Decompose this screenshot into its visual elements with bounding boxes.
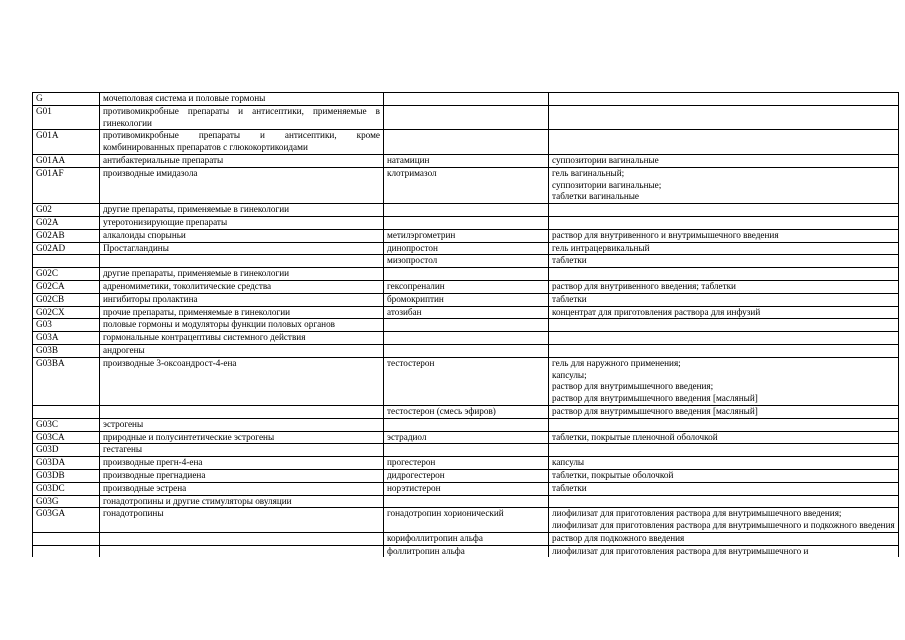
table-row (33, 418, 899, 431)
atc-code-cell (33, 532, 100, 545)
dosage-form-cell (549, 532, 899, 545)
dosage-form-cell (549, 469, 899, 482)
atc-code-cell: G01AA (33, 154, 100, 167)
dosage-form-line: таблетки вагинальные (552, 191, 640, 202)
dosage-form-cell (549, 545, 899, 557)
table-row (33, 431, 899, 444)
drug-name-cell: атозибан (384, 306, 549, 319)
anatomical-group-cell: прочие препараты, применяемые в гинекологии (100, 306, 384, 319)
dosage-form-line: таблетки (552, 482, 587, 493)
atc-code-cell: G02AD (33, 242, 100, 255)
drug-name-cell (384, 319, 549, 332)
dosage-form-cell (549, 242, 899, 255)
drug-name-cell: корифоллитропин альфа (384, 532, 549, 545)
table-row (33, 293, 899, 306)
dosage-form-line: капсулы; (552, 369, 587, 380)
dosage-form-cell (549, 319, 899, 332)
table-row (33, 482, 899, 495)
anatomical-group-cell (100, 532, 384, 545)
dosage-form-line: раствор для внутримышечного введения [масляный] (552, 405, 758, 416)
drug-table-body (33, 93, 899, 558)
table-row (33, 357, 899, 405)
table-row (33, 532, 899, 545)
drug-name-cell: динопростон (384, 242, 549, 255)
drug-name-cell: фоллитропин альфа (384, 545, 549, 557)
dosage-form-cell (549, 293, 899, 306)
atc-code-cell: G03CA (33, 431, 100, 444)
dosage-form-cell (549, 268, 899, 281)
dosage-form-cell (549, 204, 899, 217)
dosage-form-line: суппозитории вагинальные (552, 154, 659, 165)
table-row (33, 93, 899, 106)
dosage-form-cell (549, 306, 899, 319)
anatomical-group-cell: алкалоиды спорыньи (100, 229, 384, 242)
dosage-form-line: раствор для внутривенного введения; таблетки (552, 280, 736, 291)
dosage-form-cell (549, 457, 899, 470)
table-row (33, 457, 899, 470)
dosage-form-line: лиофилизат для приготовления раствора для внутримышечного и подкожного введения (552, 520, 895, 531)
anatomical-group-cell: противомикробные препараты и антисептики, кроме комбинированных препаратов с глюкокортикоидами (100, 130, 384, 155)
dosage-form-cell (549, 229, 899, 242)
atc-code-cell (33, 255, 100, 268)
dosage-form-cell (549, 508, 899, 533)
dosage-form-cell (549, 280, 899, 293)
drug-name-cell: метилэргометрин (384, 229, 549, 242)
drug-name-cell: прогестерон (384, 457, 549, 470)
anatomical-group-cell: природные и полусинтетические эстрогены (100, 431, 384, 444)
table-row (33, 105, 899, 130)
dosage-form-line: гель интрацервикальный (552, 242, 650, 253)
dosage-form-line: раствор для внутривенного и внутримышечного введения (552, 229, 779, 240)
anatomical-group-cell: производные эстрена (100, 482, 384, 495)
table-row (33, 306, 899, 319)
drug-name-cell: мизопростол (384, 255, 549, 268)
drug-name-cell (384, 495, 549, 508)
anatomical-group-cell: половые гормоны и модуляторы функции половых органов (100, 319, 384, 332)
table-row (33, 167, 899, 203)
dosage-form-line: лиофилизат для приготовления раствора для внутримышечного и (552, 545, 809, 556)
table-row (33, 469, 899, 482)
anatomical-group-cell: ингибиторы пролактина (100, 293, 384, 306)
dosage-form-cell (549, 444, 899, 457)
drug-name-cell (384, 93, 549, 106)
drug-name-cell (384, 332, 549, 345)
atc-code-cell: G02AB (33, 229, 100, 242)
dosage-form-cell (549, 431, 899, 444)
anatomical-group-cell (100, 545, 384, 557)
drug-name-cell (384, 268, 549, 281)
table-row (33, 332, 899, 345)
table-row (33, 154, 899, 167)
anatomical-group-cell: производные прегн-4-ена (100, 457, 384, 470)
drug-name-cell: бромокриптин (384, 293, 549, 306)
table-row (33, 405, 899, 418)
dosage-form-line: суппозитории вагинальные; (552, 179, 662, 190)
dosage-form-cell (549, 93, 899, 106)
anatomical-group-cell: другие препараты, применяемые в гинекологии (100, 204, 384, 217)
dosage-form-cell (549, 405, 899, 418)
dosage-form-cell (549, 344, 899, 357)
atc-code-cell: G02CB (33, 293, 100, 306)
anatomical-group-cell: Простагландины (100, 242, 384, 255)
dosage-form-cell (549, 495, 899, 508)
drug-name-cell (384, 344, 549, 357)
dosage-form-cell (549, 482, 899, 495)
drug-name-cell (384, 105, 549, 130)
anatomical-group-cell: антибактериальные препараты (100, 154, 384, 167)
dosage-form-line: таблетки (552, 293, 587, 304)
table-row (33, 229, 899, 242)
anatomical-group-cell: производные имидазола (100, 167, 384, 203)
table-row (33, 255, 899, 268)
atc-code-cell (33, 545, 100, 557)
drug-name-cell: дидрогестерон (384, 469, 549, 482)
dosage-form-cell (549, 130, 899, 155)
document-page (32, 92, 895, 557)
drug-name-cell (384, 130, 549, 155)
anatomical-group-cell: андрогены (100, 344, 384, 357)
drug-name-cell: тестостерон (смесь эфиров) (384, 405, 549, 418)
atc-code-cell: G03B (33, 344, 100, 357)
drug-name-cell: клотримазол (384, 167, 549, 203)
atc-code-cell: G02 (33, 204, 100, 217)
drug-name-cell: гексопреналин (384, 280, 549, 293)
anatomical-group-cell: мочеполовая система и половые гормоны (100, 93, 384, 106)
drug-name-cell: натамицин (384, 154, 549, 167)
atc-code-cell: G02CX (33, 306, 100, 319)
drug-name-cell (384, 444, 549, 457)
table-row (33, 204, 899, 217)
atc-code-cell: G03C (33, 418, 100, 431)
table-row (33, 344, 899, 357)
dosage-form-line: таблетки, покрытые пленочной оболочкой (552, 431, 718, 442)
dosage-form-line: раствор для внутримышечного введения [масляный] (552, 393, 758, 404)
atc-code-cell: G02A (33, 216, 100, 229)
atc-code-cell: G03D (33, 444, 100, 457)
drug-name-cell (384, 216, 549, 229)
table-row (33, 280, 899, 293)
dosage-form-cell (549, 418, 899, 431)
dosage-form-line: таблетки (552, 255, 587, 266)
dosage-form-cell (549, 154, 899, 167)
atc-code-cell: G (33, 93, 100, 106)
table-row (33, 545, 899, 557)
anatomical-group-cell: гонадотропины (100, 508, 384, 533)
atc-code-cell: G03G (33, 495, 100, 508)
atc-code-cell: G03DC (33, 482, 100, 495)
atc-code-cell: G01A (33, 130, 100, 155)
table-row (33, 242, 899, 255)
table-row (33, 268, 899, 281)
anatomical-group-cell (100, 255, 384, 268)
atc-code-cell: G03DA (33, 457, 100, 470)
table-row (33, 130, 899, 155)
dosage-form-cell (549, 167, 899, 203)
dosage-form-line: раствор для внутримышечного введения; (552, 381, 714, 392)
drug-name-cell: норэтистерон (384, 482, 549, 495)
drug-name-cell: тестостерон (384, 357, 549, 405)
dosage-form-cell (549, 216, 899, 229)
atc-code-cell: G01AF (33, 167, 100, 203)
anatomical-group-cell: гормональные контрацептивы системного действия (100, 332, 384, 345)
atc-code-cell: G02C (33, 268, 100, 281)
dosage-form-cell (549, 357, 899, 405)
atc-code-cell: G01 (33, 105, 100, 130)
anatomical-group-cell: эстрогены (100, 418, 384, 431)
dosage-form-cell (549, 105, 899, 130)
anatomical-group-cell: производные 3-оксоандрост-4-ена (100, 357, 384, 405)
atc-code-cell: G03DB (33, 469, 100, 482)
table-row (33, 444, 899, 457)
drug-name-cell: эстрадиол (384, 431, 549, 444)
drug-table (32, 92, 899, 557)
drug-name-cell (384, 418, 549, 431)
anatomical-group-cell: утеротонизирующие препараты (100, 216, 384, 229)
anatomical-group-cell: адреномиметики, токолитические средства (100, 280, 384, 293)
anatomical-group-cell: гестагены (100, 444, 384, 457)
atc-code-cell: G03GA (33, 508, 100, 533)
table-row (33, 319, 899, 332)
dosage-form-line: гель для наружного применения; (552, 357, 681, 368)
anatomical-group-cell: гонадотропины и другие стимуляторы овуляции (100, 495, 384, 508)
atc-code-cell: G03 (33, 319, 100, 332)
drug-name-cell: гонадотропин хорионический (384, 508, 549, 533)
dosage-form-cell (549, 332, 899, 345)
atc-code-cell (33, 405, 100, 418)
dosage-form-line: лиофилизат для приготовления раствора для внутримышечного введения; (552, 508, 842, 519)
dosage-form-cell (549, 255, 899, 268)
atc-code-cell: G03BA (33, 357, 100, 405)
atc-code-cell: G02CA (33, 280, 100, 293)
atc-code-cell: G03A (33, 332, 100, 345)
dosage-form-line: таблетки, покрытые оболочкой (552, 469, 674, 480)
anatomical-group-cell: производные прегнадиена (100, 469, 384, 482)
dosage-form-line: раствор для подкожного введения (552, 532, 685, 543)
anatomical-group-cell: другие препараты, применяемые в гинекологии (100, 268, 384, 281)
table-row (33, 216, 899, 229)
anatomical-group-cell (100, 405, 384, 418)
drug-name-cell (384, 204, 549, 217)
anatomical-group-cell: противомикробные препараты и антисептики, применяемые в гинекологии (100, 105, 384, 130)
dosage-form-line: концентрат для приготовления раствора для инфузий (552, 306, 761, 317)
table-row (33, 508, 899, 533)
dosage-form-line: гель вагинальный; (552, 167, 625, 178)
table-row (33, 495, 899, 508)
dosage-form-line: капсулы (552, 457, 585, 468)
